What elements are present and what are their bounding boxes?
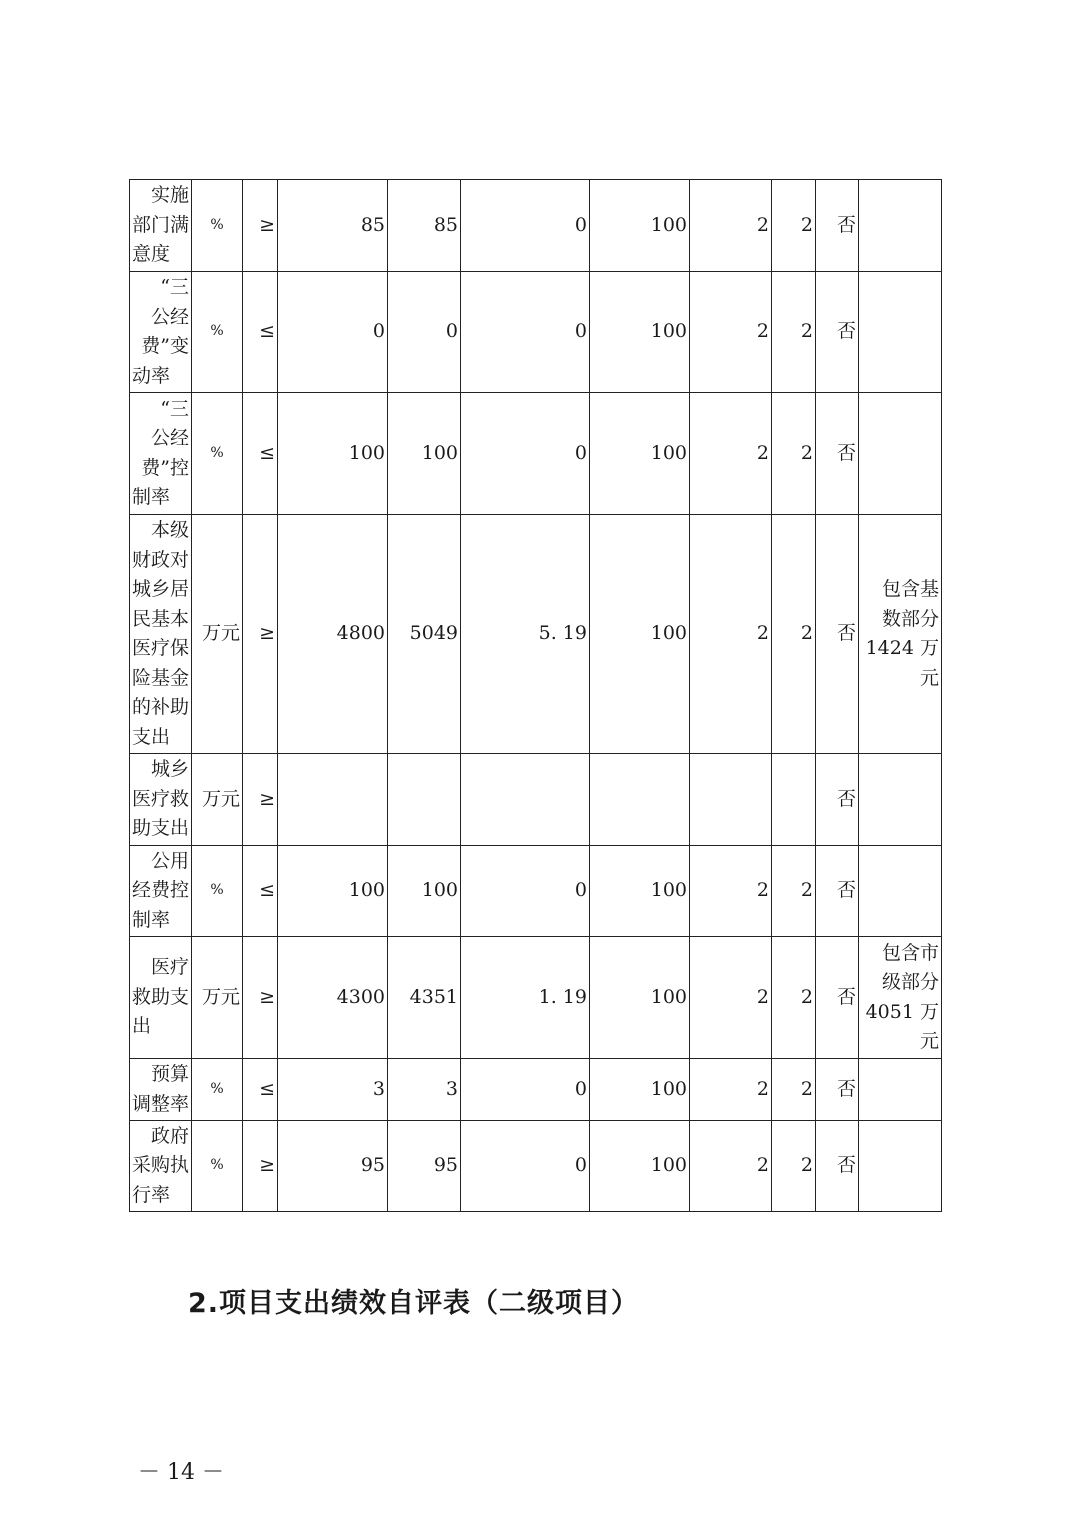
weight-value: 2: [690, 1121, 772, 1212]
indicator-name: 本级财政对城乡居民基本医疗保险基金的补助支出: [130, 515, 192, 754]
operator-cell: ≥: [243, 937, 278, 1059]
flag-cell: 否: [816, 393, 859, 515]
indicator-name: 预算调整率: [130, 1059, 192, 1121]
unit-cell: %: [192, 846, 243, 937]
unit-cell: %: [192, 1121, 243, 1212]
actual-value: 5049: [388, 515, 461, 754]
score-ratio-value: 100: [590, 846, 690, 937]
weight-value: 2: [690, 393, 772, 515]
page-number: － 14 －: [138, 1460, 224, 1485]
note-cell: 包含市级部分 4051 万元: [859, 937, 942, 1059]
weight-value: 2: [690, 180, 772, 272]
indicator-name: 城乡医疗救助支出: [130, 754, 192, 846]
target-value: 0: [278, 272, 388, 393]
unit-cell: 万元: [192, 754, 243, 846]
note-cell: [859, 1121, 942, 1212]
deviation-value: 1. 19: [461, 937, 590, 1059]
unit-cell: %: [192, 1059, 243, 1121]
note-cell: [859, 754, 942, 846]
weight-value: [690, 754, 772, 846]
note-cell: [859, 272, 942, 393]
actual-value: 100: [388, 393, 461, 515]
operator-cell: ≤: [243, 393, 278, 515]
operator-cell: ≤: [243, 1059, 278, 1121]
indicator-name: 医疗救助支出: [130, 937, 192, 1059]
actual-value: 85: [388, 180, 461, 272]
flag-cell: 否: [816, 1059, 859, 1121]
flag-cell: 否: [816, 937, 859, 1059]
operator-cell: ≤: [243, 272, 278, 393]
target-value: 4800: [278, 515, 388, 754]
target-value: 4300: [278, 937, 388, 1059]
table-row: [130, 393, 942, 515]
score-ratio-value: 100: [590, 393, 690, 515]
flag-cell: 否: [816, 754, 859, 846]
score-value: 2: [772, 846, 816, 937]
weight-value: 2: [690, 937, 772, 1059]
weight-value: 2: [690, 1059, 772, 1121]
target-value: 85: [278, 180, 388, 272]
unit-cell: 万元: [192, 937, 243, 1059]
deviation-value: 0: [461, 1059, 590, 1121]
deviation-value: 0: [461, 272, 590, 393]
score-ratio-value: 100: [590, 272, 690, 393]
performance-table: [129, 179, 942, 1212]
table-row: [130, 1059, 942, 1121]
note-cell: [859, 180, 942, 272]
target-value: 95: [278, 1121, 388, 1212]
flag-cell: 否: [816, 515, 859, 754]
operator-cell: ≥: [243, 1121, 278, 1212]
indicator-name: “三公经费”变动率: [130, 272, 192, 393]
score-value: 2: [772, 515, 816, 754]
table-row: [130, 846, 942, 937]
score-ratio-value: 100: [590, 1121, 690, 1212]
flag-cell: 否: [816, 180, 859, 272]
score-value: [772, 754, 816, 846]
score-value: 2: [772, 393, 816, 515]
table-row: [130, 754, 942, 846]
operator-cell: ≤: [243, 846, 278, 937]
deviation-value: 0: [461, 1121, 590, 1212]
unit-cell: 万元: [192, 515, 243, 754]
flag-cell: 否: [816, 846, 859, 937]
target-value: 100: [278, 393, 388, 515]
indicator-name: 政府采购执行率: [130, 1121, 192, 1212]
flag-cell: 否: [816, 272, 859, 393]
operator-cell: ≥: [243, 180, 278, 272]
unit-cell: %: [192, 393, 243, 515]
deviation-value: 0: [461, 180, 590, 272]
score-ratio-value: [590, 754, 690, 846]
actual-value: [388, 754, 461, 846]
table-row: [130, 937, 942, 1059]
note-cell: [859, 1059, 942, 1121]
score-value: 2: [772, 1121, 816, 1212]
deviation-value: 0: [461, 393, 590, 515]
indicator-name: “三公经费”控制率: [130, 393, 192, 515]
score-value: 2: [772, 1059, 816, 1121]
unit-cell: %: [192, 272, 243, 393]
weight-value: 2: [690, 515, 772, 754]
table-row: [130, 180, 942, 272]
score-ratio-value: 100: [590, 937, 690, 1059]
unit-cell: %: [192, 180, 243, 272]
weight-value: 2: [690, 272, 772, 393]
indicator-name: 实施部门满意度: [130, 180, 192, 272]
target-value: 100: [278, 846, 388, 937]
score-ratio-value: 100: [590, 180, 690, 272]
weight-value: 2: [690, 846, 772, 937]
operator-cell: ≥: [243, 515, 278, 754]
score-value: 2: [772, 937, 816, 1059]
indicator-name: 公用经费控制率: [130, 846, 192, 937]
flag-cell: 否: [816, 1121, 859, 1212]
deviation-value: 5. 19: [461, 515, 590, 754]
table-row: [130, 272, 942, 393]
actual-value: 100: [388, 846, 461, 937]
score-value: 2: [772, 272, 816, 393]
note-cell: 包含基数部分 1424 万元: [859, 515, 942, 754]
actual-value: 95: [388, 1121, 461, 1212]
score-ratio-value: 100: [590, 515, 690, 754]
score-ratio-value: 100: [590, 1059, 690, 1121]
section-title: 2.项目支出绩效自评表（二级项目）: [188, 1288, 640, 1319]
operator-cell: ≥: [243, 754, 278, 846]
actual-value: 3: [388, 1059, 461, 1121]
deviation-value: 0: [461, 846, 590, 937]
table-row: [130, 1121, 942, 1212]
note-cell: [859, 393, 942, 515]
actual-value: 4351: [388, 937, 461, 1059]
actual-value: 0: [388, 272, 461, 393]
target-value: [278, 754, 388, 846]
target-value: 3: [278, 1059, 388, 1121]
score-value: 2: [772, 180, 816, 272]
note-cell: [859, 846, 942, 937]
table-row: [130, 515, 942, 754]
deviation-value: [461, 754, 590, 846]
